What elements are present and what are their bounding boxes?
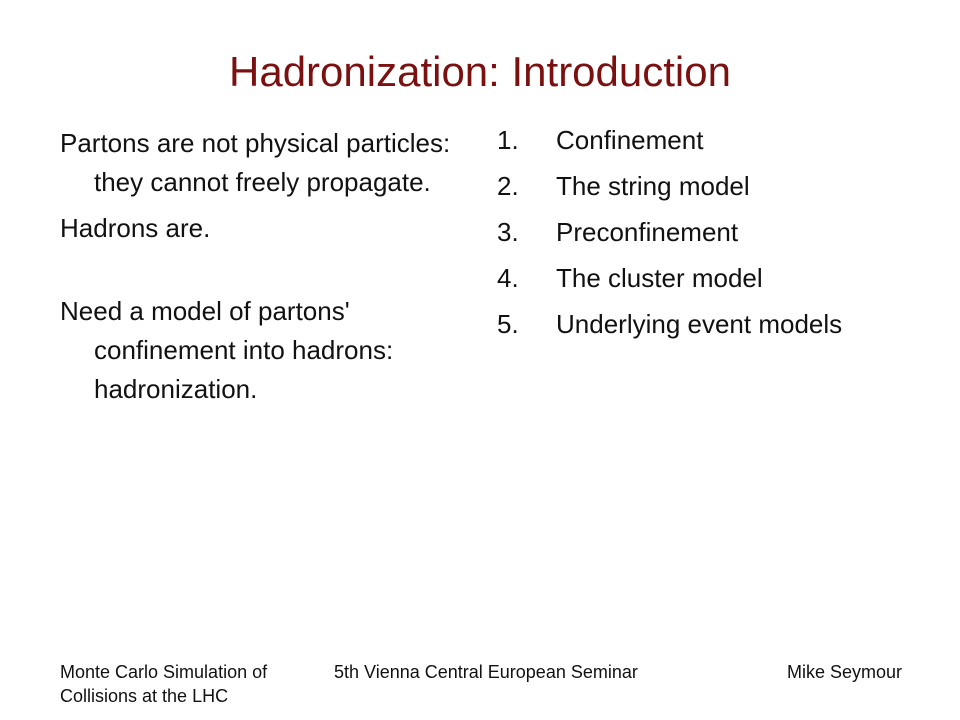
- left-column: [60, 124, 480, 409]
- list-number: 1.: [497, 125, 519, 155]
- list-item: [497, 308, 917, 340]
- list-text: The cluster model: [556, 263, 763, 293]
- list-text: Confinement: [556, 125, 704, 155]
- list-text: Preconfinement: [556, 217, 739, 247]
- list-text: Underlying event models: [556, 309, 843, 339]
- topic-list: [497, 124, 917, 340]
- list-item: [497, 124, 917, 156]
- footer-course-title: Monte Carlo Simulation of Collisions at the LHC: [60, 662, 268, 706]
- footer-event: 5th Vienna Central European Seminar: [334, 662, 638, 682]
- list-item: [497, 170, 917, 202]
- paragraph-need-model: Need a model of partons' confinement into hadrons: hadronization.: [60, 296, 394, 404]
- list-text: The string model: [556, 171, 750, 201]
- list-number: 3.: [497, 217, 519, 247]
- right-column: [497, 124, 917, 354]
- list-item: [497, 216, 917, 248]
- footer-author: Mike Seymour: [786, 662, 902, 682]
- list-number: 4.: [497, 263, 519, 293]
- list-number: 2.: [497, 171, 519, 201]
- paragraph-partons: Partons are not physical particles: they cannot freely propagate.: [60, 128, 451, 197]
- paragraph-hadrons: Hadrons are.: [60, 213, 211, 243]
- list-number: 5.: [497, 309, 519, 339]
- slide-title: Hadronization: Introduction: [229, 48, 731, 95]
- list-item: [497, 262, 917, 294]
